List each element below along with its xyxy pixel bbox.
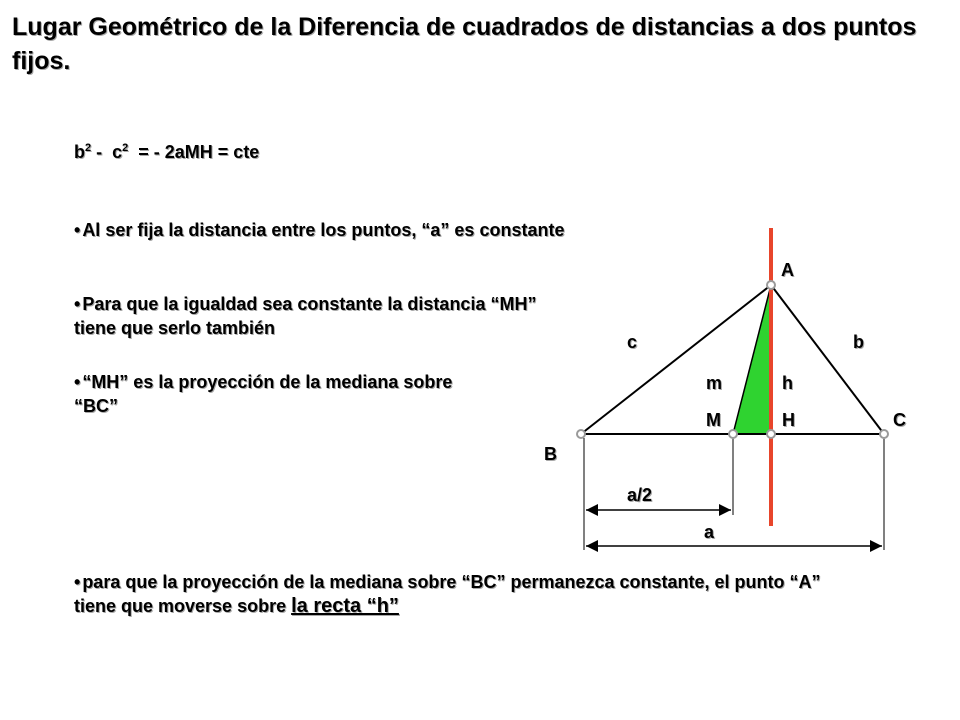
bullet-text: para que la proyección de la mediana sobre “BC” permanezca constante, el punto “A” tiene que moverse sobre xyxy=(74,572,821,616)
bullet-dot: • xyxy=(74,220,81,240)
bullet-dot: • xyxy=(74,372,81,392)
formula-minus-c: - c xyxy=(91,142,123,162)
label-side-b: b xyxy=(853,332,864,352)
formula-b-exponent: 2 xyxy=(85,142,92,154)
point-h xyxy=(767,430,775,438)
bullet-text: “MH” es la proyección de la mediana sobre “BC” xyxy=(74,372,453,416)
point-c xyxy=(880,430,888,438)
label-a-length: a xyxy=(704,522,715,542)
label-a-vertex: A xyxy=(781,260,794,280)
label-m-point: M xyxy=(706,410,721,430)
bullet-dot: • xyxy=(74,572,81,592)
point-b xyxy=(577,430,585,438)
highlight-line-h: la recta “h” xyxy=(291,595,399,617)
label-line-h: h xyxy=(782,373,793,393)
bullet-text: Al ser fija la distancia entre los puntos, “a” es constante xyxy=(82,220,565,240)
label-median-m: m xyxy=(706,373,723,393)
bullet-dot: • xyxy=(74,294,81,314)
formula-c-exponent: 2 xyxy=(122,142,129,154)
bullet-text: Para que la igualdad sea constante la distancia “MH” tiene que serlo también xyxy=(74,294,537,338)
formula-rest: = - 2aMH = cte xyxy=(128,142,260,162)
label-a-half: a/2 xyxy=(627,485,653,505)
formula-b: b xyxy=(74,142,85,162)
page-title: Lugar Geométrico de la Diferencia de cuadrados de distancias a dos puntos fijos. xyxy=(12,13,917,75)
label-h-point: H xyxy=(782,410,795,430)
point-m xyxy=(729,430,737,438)
point-a xyxy=(767,281,775,289)
label-side-c: c xyxy=(627,332,638,352)
label-c-vertex: C xyxy=(893,410,906,430)
label-b-vertex: B xyxy=(544,444,557,464)
